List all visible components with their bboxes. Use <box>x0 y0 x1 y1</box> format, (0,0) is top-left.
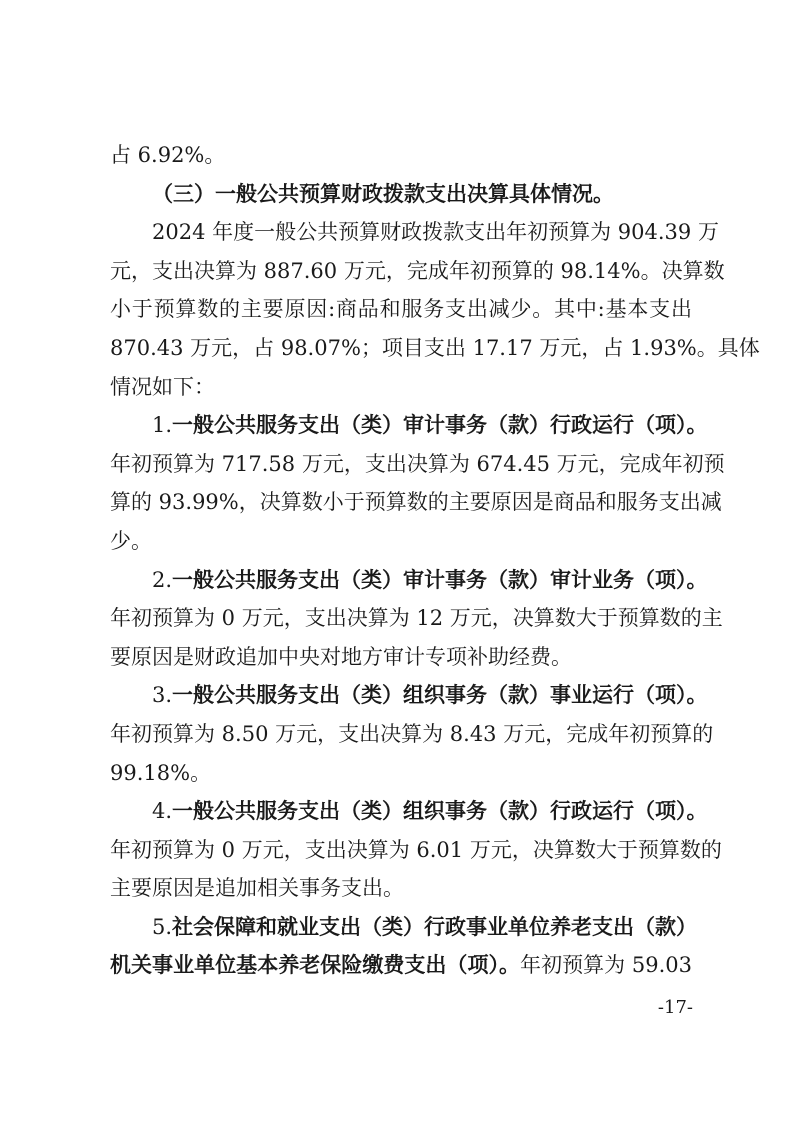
text-line <box>110 715 714 754</box>
body-text: 年初预算为 59.03 <box>520 953 693 978</box>
body-text: 要原因是财政追加中央对地方审计专项补助经费。 <box>110 644 572 669</box>
body-text: 5. <box>152 914 173 939</box>
text-line <box>110 561 708 600</box>
text-line <box>110 946 692 985</box>
body-text: 情况如下： <box>110 374 215 399</box>
body-text: 2. <box>152 567 173 592</box>
body-text: 主要原因是追加相关事务支出。 <box>110 876 404 901</box>
text-line <box>110 175 692 214</box>
body-text: 4. <box>152 799 173 824</box>
bold-text: 一般公共服务支出（类）组织事务（款）事业运行（项）。 <box>172 682 708 708</box>
body-text: 1. <box>152 413 173 438</box>
bold-text: 一般公共服务支出（类）审计事务（款）行政运行（项）。 <box>172 412 708 438</box>
text-line <box>110 792 708 831</box>
body-text: 年初预算为 0 万元，支出决算为 6.01 万元，决算数大于预算数的 <box>110 837 722 862</box>
body-text: 99.18%。 <box>110 760 212 785</box>
text-line <box>110 368 692 407</box>
document-body <box>110 136 760 985</box>
text-line <box>110 445 725 484</box>
text-line <box>110 869 692 908</box>
text-line <box>110 329 760 368</box>
body-text: 3. <box>152 683 173 708</box>
bold-text: 社会保障和就业支出（类）行政事业单位养老支出（款） <box>172 913 698 939</box>
text-line <box>110 136 692 175</box>
body-text: 算的 93.99%，决算数小于预算数的主要原因是商品和服务支出减 <box>110 490 722 515</box>
body-text: 占 6.92%。 <box>110 143 226 167</box>
body-text: 年初预算为 8.50 万元，支出决算为 8.43 万元，完成年初预算的 <box>110 721 714 746</box>
text-line <box>110 483 722 522</box>
text-line <box>110 908 698 947</box>
body-text: 年初预算为 0 万元，支出决算为 12 万元，决算数大于预算数的主 <box>110 606 723 631</box>
text-line <box>110 676 708 715</box>
text-line <box>110 831 722 870</box>
text-line <box>110 754 692 793</box>
page-number: -17- <box>657 997 693 1018</box>
text-line <box>110 290 692 329</box>
text-line <box>110 599 723 638</box>
body-text: 年初预算为 717.58 万元，支出决算为 674.45 万元，完成年初预 <box>110 451 725 476</box>
body-text: 少。 <box>110 528 152 553</box>
body-text: 小于预算数的主要原因:商品和服务支出减少。其中:基本支出 <box>110 297 692 322</box>
text-line <box>110 522 692 561</box>
body-text: 870.43 万元，占 98.07%；项目支出 17.17 万元，占 1.93%。具体 <box>110 335 760 360</box>
text-line <box>110 638 692 677</box>
bold-text: 一般公共服务支出（类）审计事务（款）审计业务（项）。 <box>172 566 708 592</box>
bold-text: （三）一般公共预算财政拨款支出决算具体情况。 <box>152 180 614 206</box>
body-text: 2024 年度一般公共预算财政拨款支出年初预算为 904.39 万 <box>152 220 719 245</box>
bold-text: 一般公共服务支出（类）组织事务（款）行政运行（项）。 <box>172 798 708 824</box>
bold-text: 机关事业单位基本养老保险缴费支出（项）。 <box>110 952 521 978</box>
text-line <box>110 406 708 445</box>
text-line <box>110 252 725 291</box>
text-line <box>110 213 719 252</box>
body-text: 元，支出决算为 887.60 万元，完成年初预算的 98.14%。决算数 <box>110 258 725 283</box>
